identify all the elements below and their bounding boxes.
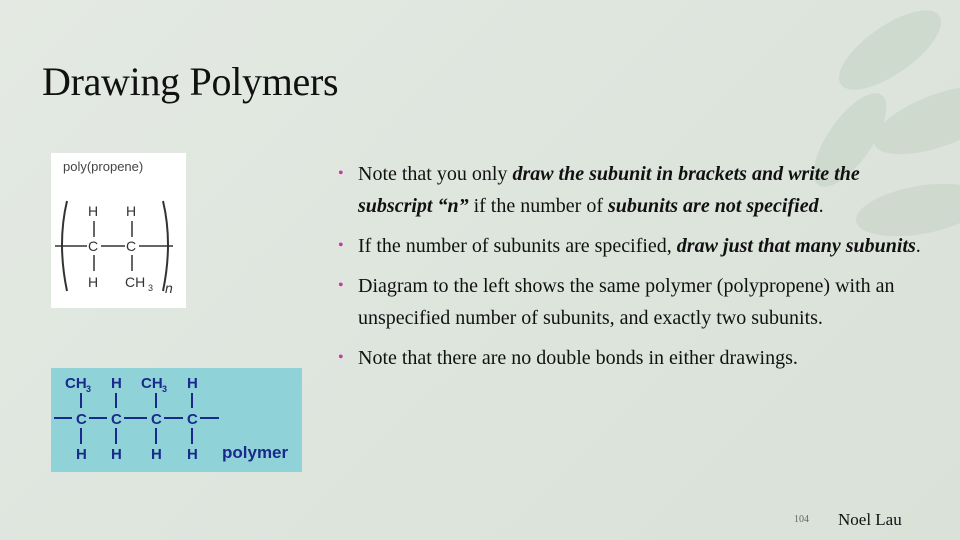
group-ch3: CH [125, 274, 146, 290]
bullet-item: • If the number of subunits are specified, draw just that many subunits. [338, 230, 928, 262]
atom-c: C [187, 411, 198, 428]
bullet-item: • Note that there are no double bonds in either drawings. [338, 342, 928, 374]
atom-h: H [76, 446, 87, 463]
bullet-dot-icon: • [338, 237, 344, 254]
author-name: Noel Lau [838, 510, 902, 529]
atom-h: H [111, 446, 122, 463]
bullet-item: • Diagram to the left shows the same polymer (polypropene) with an unspecified number of subunits, and exactly two subunits. [338, 270, 928, 334]
atom-h: H [88, 203, 99, 219]
atom-h: H [187, 375, 198, 392]
bullet-list [338, 158, 928, 382]
atom-h: H [88, 274, 99, 290]
polypropene-structure-diagram [51, 153, 186, 308]
atom-c: C [151, 411, 162, 428]
atom-h: H [126, 203, 137, 219]
bullet-dot-icon: • [338, 165, 344, 182]
figure1-caption: poly(propene) [63, 159, 144, 174]
atom-c: C [88, 238, 99, 254]
bullet-dot-icon: • [338, 277, 344, 294]
atom-c: C [111, 411, 122, 428]
atom-c: C [126, 238, 137, 254]
atom-h: H [111, 375, 122, 392]
atom-h: H [151, 446, 162, 463]
two-subunit-structure-diagram [51, 368, 302, 472]
atom-h: H [187, 446, 198, 463]
group-ch3: CH [65, 375, 87, 392]
page-number: 104 [794, 514, 809, 525]
subscript-n: n [165, 280, 173, 296]
polypropene-structure-image [51, 153, 186, 308]
group-ch3: CH [141, 375, 163, 392]
bullet-dot-icon: • [338, 349, 344, 366]
slide-title: Drawing Polymers [42, 59, 339, 104]
polymer-label: polymer [222, 443, 289, 462]
subscript-3: 3 [86, 384, 92, 394]
bullet-item: • Note that you only draw the subunit in brackets and write the subscript “n” if the number of subunits are not specified. [338, 158, 928, 222]
subscript-3: 3 [148, 283, 154, 293]
subscript-3: 3 [162, 384, 168, 394]
atom-c: C [76, 411, 87, 428]
two-subunit-structure-image [51, 368, 302, 472]
